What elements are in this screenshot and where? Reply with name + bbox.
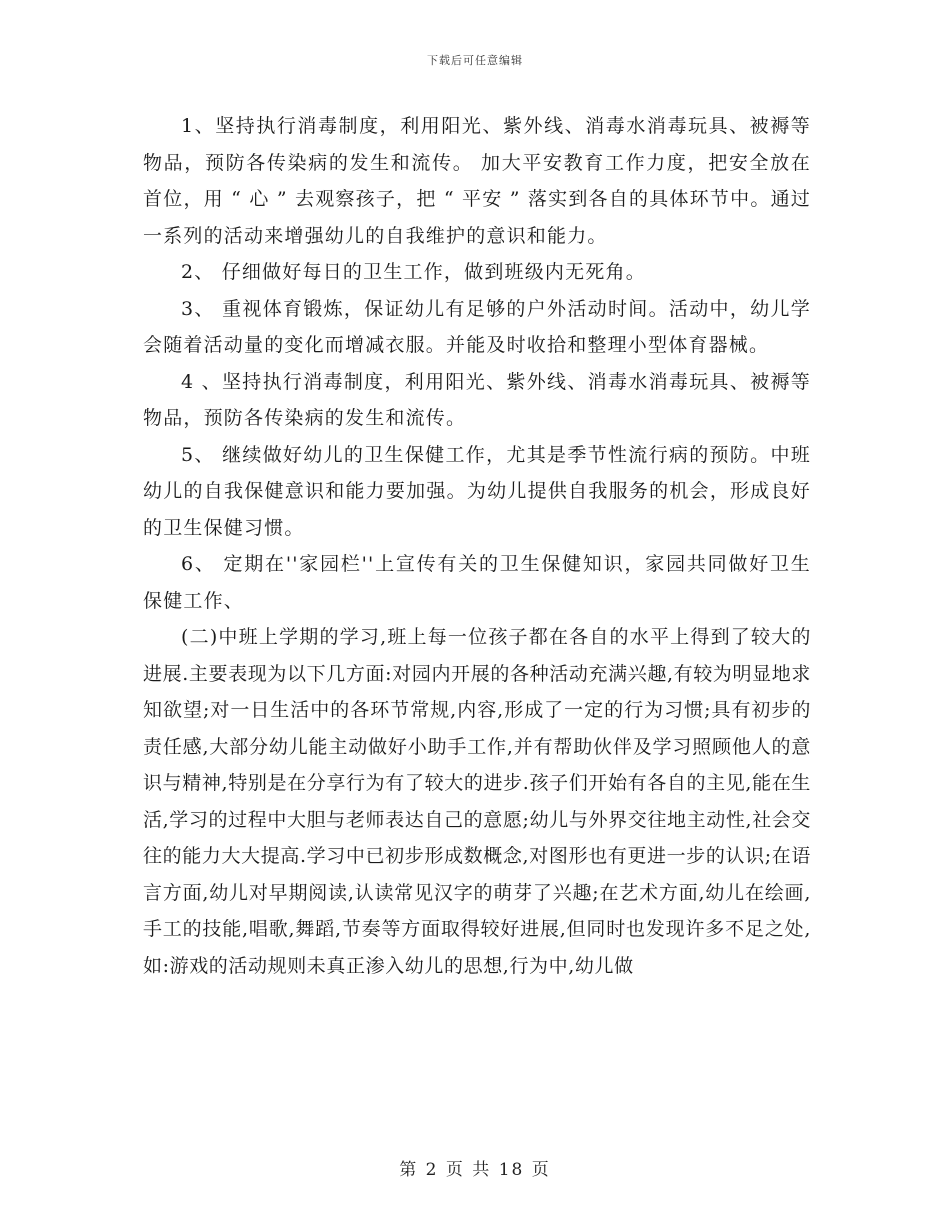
paragraph-item-5: 5、 继续做好幼儿的卫生保健工作，尤其是季节性流行病的预防。中班幼儿的自我保健意识和能力要加强。为幼儿提供自我服务的机会，形成良好的卫生保健习惯。 bbox=[143, 443, 811, 539]
paragraph-section-2: (二)中班上学期的学习,班上每一位孩子都在各自的水平上得到了较大的进展.主要表现为以下几方面:对园内开展的各种活动充满兴趣,有较为明显地求知欲望;对一日生活中的各环节常规,内容,形成了一定的行为习惯;具有初步的责任感,大部分幼儿能主动做好小助手工作,并有帮助伙伴及学习照顾他人的意识与精神,特别是在分享行为有了较大的进步.孩子们开始有各自的主见,能在生活,学习的过程中大胆与老师表达自己的意愿;幼儿与外界交往地主动性,社会交往的能力大大提高.学习中已初步形成数概念,对图形也有更进一步的认识;在语言方面,幼儿对早期阅读,认读常见汉字的萌芽了兴趣;在艺术方面,幼儿在绘画,手工的技能,唱歌,舞蹈,节奏等方面取得较好进展,但同时也发现许多不足之处,如:游戏的活动规则未真正渗入幼儿的思想,行为中,幼儿做 bbox=[143, 626, 811, 977]
paragraph-item-3: 3、 重视体育锻炼，保证幼儿有足够的户外活动时间。活动中，幼儿学会随着活动量的变化而增减衣服。并能及时收拾和整理小型体育器械。 bbox=[143, 297, 811, 356]
page-number-footer: 第 2 页 共 18 页 bbox=[399, 1160, 551, 1180]
paragraph-item-1: 1、坚持执行消毒制度，利用阳光、紫外线、消毒水消毒玩具、被褥等物品，预防各传染病的发生和流传。 加大平安教育工作力度，把安全放在首位，用 “ 心 ” 去观察孩子，把 “ 平安 ” 落实到各自的具体环节中。通过一系列的活动来增强幼儿的自我维护的意识和能力。 bbox=[143, 115, 811, 247]
paragraph-item-4: 4 、坚持执行消毒制度，利用阳光、紫外线、消毒水消毒玩具、被褥等物品，预防各传染病的发生和流传。 bbox=[143, 370, 811, 429]
paragraph-item-2: 2、 仔细做好每日的卫生工作，做到班级内无死角。 bbox=[181, 261, 646, 283]
document-body bbox=[143, 108, 811, 984]
paragraph-item-6: 6、 定期在''家园栏''上宣传有关的卫生保健知识，家园共同做好卫生保健工作、 bbox=[143, 553, 811, 612]
page-header-note: 下载后可任意编辑 bbox=[427, 54, 523, 67]
